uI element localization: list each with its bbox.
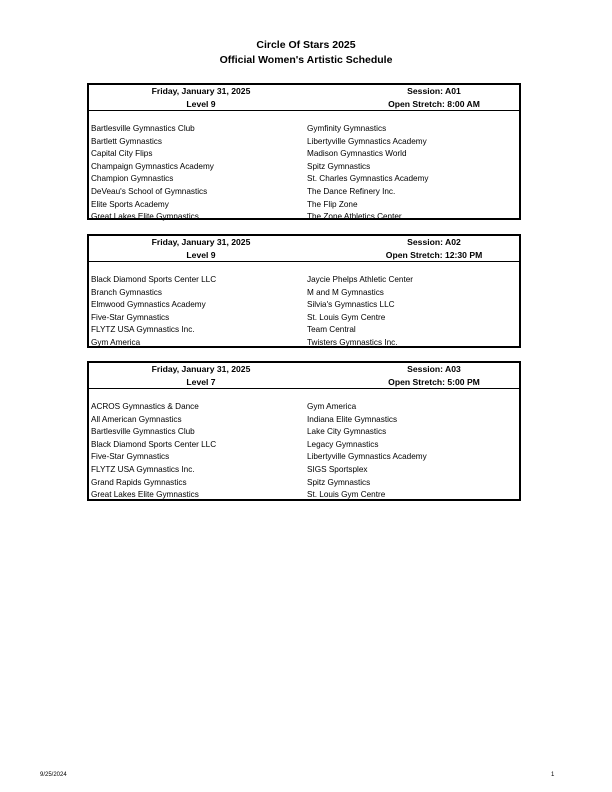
session-open-stretch: Open Stretch: 12:30 PM [385, 249, 483, 260]
session-header [89, 85, 519, 111]
club-name: Gymfinity Gymnastics [307, 124, 387, 133]
club-name: The Flip Zone [307, 199, 358, 209]
club-name: Elmwood Gymnastics Academy [91, 300, 206, 310]
club-name: Champion Gymnastics [91, 174, 174, 184]
club-name: Team Central [307, 325, 356, 335]
club-column-right [307, 401, 519, 502]
club-column-right [307, 274, 519, 350]
club-column-left [89, 123, 307, 224]
session-open-stretch: Open Stretch: 5:00 PM [388, 376, 480, 387]
club-name: St. Charles Gymnastics Academy [307, 174, 429, 184]
club-name: Champaign Gymnastics Academy [91, 161, 214, 171]
session-date: Friday, January 31, 2025 [151, 237, 251, 247]
club-column-left [89, 274, 307, 350]
session-level: Level 7 [186, 376, 216, 387]
club-name: M and M Gymnastics [307, 287, 384, 297]
club-name: Gym America [91, 337, 141, 347]
club-name: Great Lakes Elite Gymnastics [91, 490, 199, 500]
club-name: Five-Star Gymnastics [91, 312, 170, 322]
club-name: Legacy Gymnastics [307, 439, 379, 449]
club-name: Silvia's Gymnastics LLC [307, 300, 395, 310]
club-name: All American Gymnastics [91, 414, 182, 424]
club-name: Bartlett Gymnastics [91, 136, 162, 146]
session-level: Level 9 [186, 98, 216, 109]
document-subtitle: Official Women's Artistic Schedule [219, 54, 393, 66]
session-header [89, 363, 519, 389]
club-name: Grand Rapids Gymnastics [91, 477, 187, 487]
club-name: Twisters Gymnastics Inc. [307, 337, 398, 347]
club-name: The Zone Athletics Center [307, 212, 402, 222]
club-column-right [307, 123, 519, 224]
session-level: Level 9 [186, 249, 216, 260]
document-title: Circle Of Stars 2025 [256, 39, 356, 51]
club-list [89, 262, 519, 350]
club-name: St. Louis Gym Centre [307, 490, 386, 500]
club-name: Branch Gymnastics [91, 287, 162, 297]
club-name: Black Diamond Sports Center LLC [91, 275, 217, 284]
session-date: Friday, January 31, 2025 [151, 364, 251, 374]
club-name: FLYTZ USA Gymnastics Inc. [91, 464, 195, 474]
club-name: DeVeau's School of Gymnastics [91, 186, 208, 196]
club-name: Black Diamond Sports Center LLC [91, 439, 217, 449]
club-name: Gym America [307, 402, 357, 411]
club-name: Capital City Flips [91, 149, 153, 159]
session-header [89, 236, 519, 262]
club-name: FLYTZ USA Gymnastics Inc. [91, 325, 195, 335]
club-name: Spitz Gymnastics [307, 161, 371, 171]
session-a02-box [87, 234, 521, 348]
club-name: Libertyville Gymnastics Academy [307, 136, 427, 146]
club-name: SIGS Sportsplex [307, 464, 368, 474]
session-number: Session: A02 [407, 237, 461, 247]
club-name: Spitz Gymnastics [307, 477, 371, 487]
session-a01-box [87, 83, 521, 220]
footer-date: 9/25/2024 [40, 772, 67, 778]
document-header [0, 38, 612, 68]
session-number: Session: A03 [407, 364, 461, 374]
club-list [89, 389, 519, 502]
club-name: Elite Sports Academy [91, 199, 169, 209]
club-name: Jaycie Phelps Athletic Center [307, 275, 414, 284]
club-name: Madison Gymnastics World [307, 149, 407, 159]
club-name: Bartlesville Gymnastics Club [91, 427, 195, 437]
club-name: Indiana Elite Gymnastics [307, 414, 398, 424]
session-a03-box [87, 361, 521, 501]
session-date: Friday, January 31, 2025 [151, 86, 251, 96]
club-name: Five-Star Gymnastics [91, 452, 170, 462]
club-name: The Dance Refinery Inc. [307, 186, 396, 196]
club-name: Libertyville Gymnastics Academy [307, 452, 427, 462]
club-name: St. Louis Gym Centre [307, 312, 386, 322]
club-name: Lake City Gymnastics [307, 427, 387, 437]
session-number: Session: A01 [407, 86, 461, 96]
club-name: ACROS Gymnastics & Dance [91, 402, 199, 411]
club-list [89, 111, 519, 224]
session-open-stretch: Open Stretch: 8:00 AM [388, 98, 480, 109]
club-column-left [89, 401, 307, 502]
club-name: Bartlesville Gymnastics Club [91, 124, 195, 133]
club-name: Great Lakes Elite Gymnastics [91, 212, 199, 222]
footer-page-number: 1 [551, 772, 555, 778]
